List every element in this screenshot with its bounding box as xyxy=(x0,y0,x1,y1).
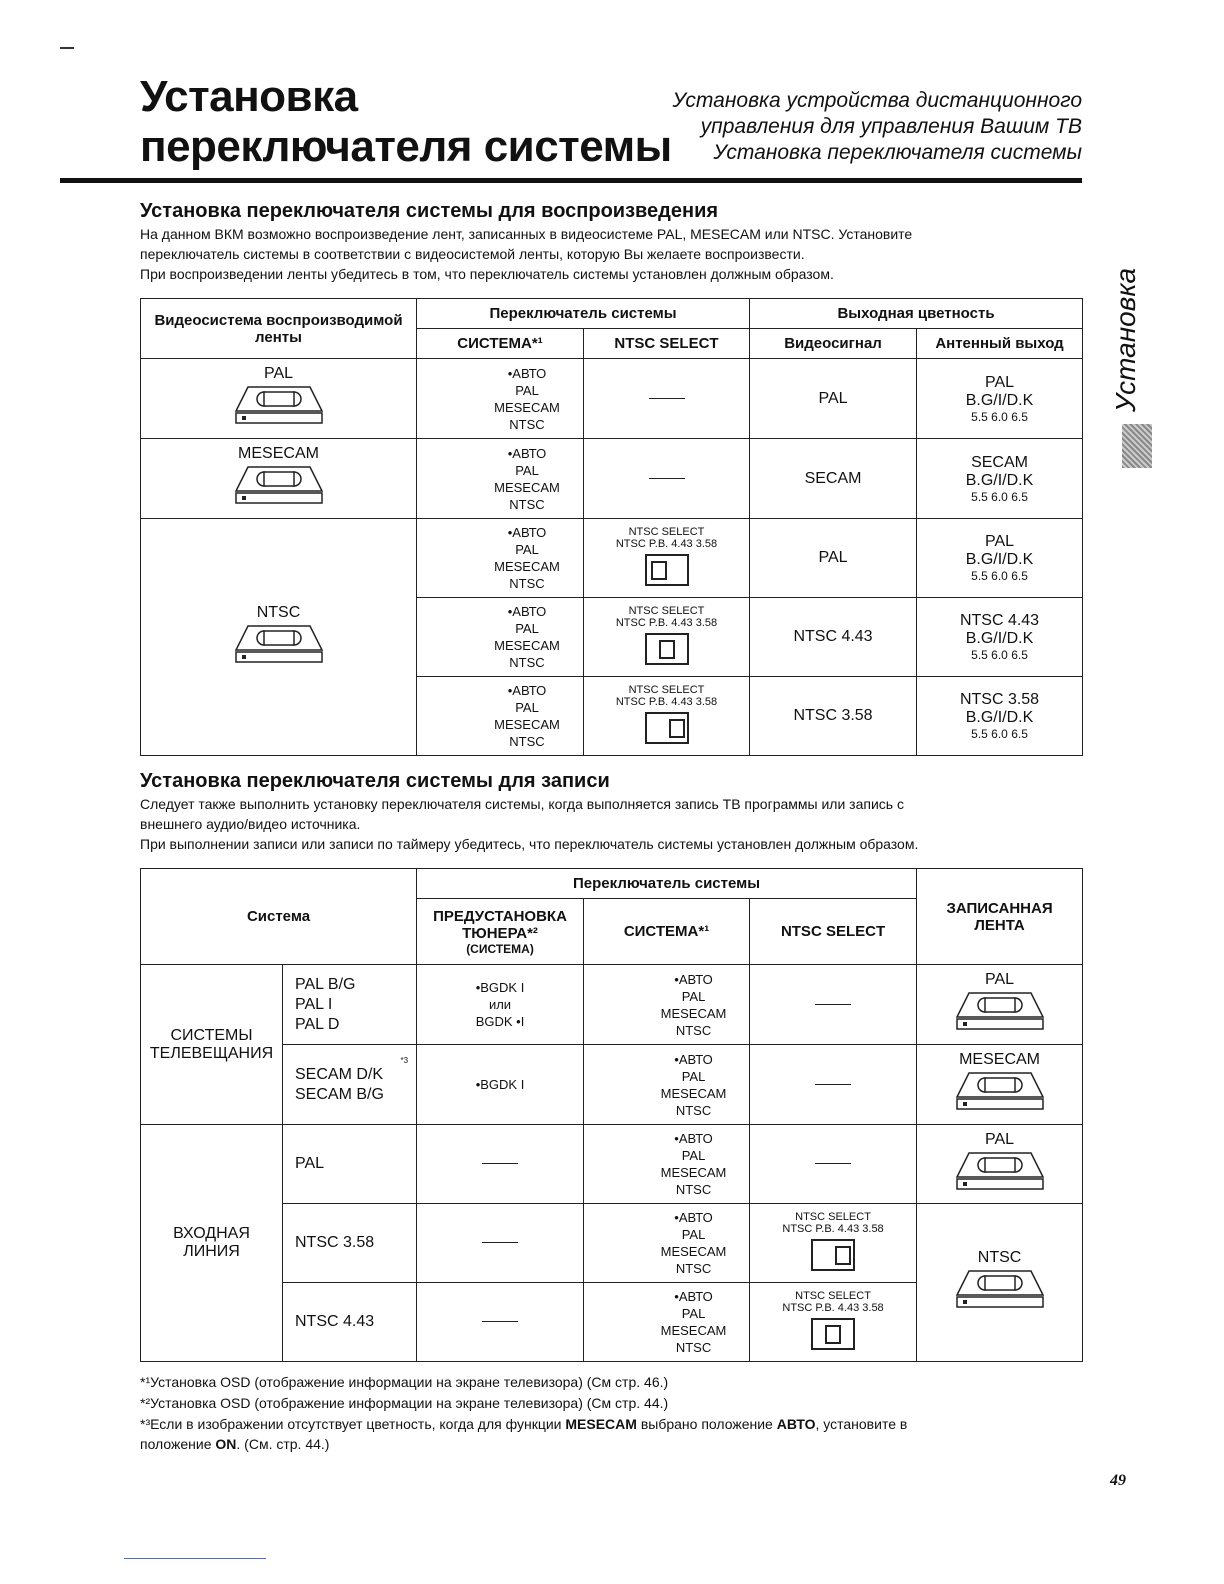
ntsc-select-switch-443: NTSC SELECT NTSC P.B. 4.43 3.58 xyxy=(782,1290,883,1353)
dash-mark xyxy=(482,1321,518,1322)
table-row: NTSC •АВТО PAL MESECAM NTSC NTSC SELECT NTSC P.B. 4.43 3.58 PAL PAL B.G/I/D.K 5.5 6.0 6.5 xyxy=(141,519,1083,598)
table-row: NTSC 3.58 •АВТО PAL MESECAM NTSC NTSC SELECT NTSC P.B. 4.43 3.58 NTSC xyxy=(141,1204,1083,1283)
header-ntsc-select: NTSC SELECT xyxy=(584,329,750,359)
ntsc-select-switch-443: NTSC SELECT NTSC P.B. 4.43 3.58 xyxy=(616,605,717,668)
footnote-1: *¹Установка OSD (отображение информации на экране телевизора) (См стр. 46.) xyxy=(140,1374,669,1390)
header-switch: Переключатель системы xyxy=(417,299,750,329)
tape-cell: PAL xyxy=(141,359,417,439)
section2-text: Следует также выполнить установку переключателя системы, когда выполняется запись ТВ программы или запись с внешнего аудио/видео источника. При выполнении записи или записи по таймеру убедитесь, что переключатель системы установлен должным образом. xyxy=(140,796,919,852)
section2-heading: Установка переключателя системы для записи xyxy=(140,770,610,792)
header-video-signal: Видеосигнал xyxy=(750,329,917,359)
bottom-link-line xyxy=(124,1558,266,1559)
header-tuner-preset: ПРЕДУСТАНОВКА ТЮНЕРА*² (СИСТЕМА) xyxy=(417,899,584,965)
dash-mark xyxy=(815,1084,851,1085)
table-row: •АВТО PAL MESECAM NTSC NTSC SELECT NTSC P.B. 4.43 3.58 NTSC 3.58 NTSC 3.58 B.G/I/D.K 5.5 6.0 6.5 xyxy=(141,677,1083,756)
recording-table xyxy=(140,868,1083,1362)
page-title: Установка переключателя системы xyxy=(140,72,672,171)
section1-heading: Установка переключателя системы для воспроизведения xyxy=(140,200,719,222)
dash-mark xyxy=(815,1163,851,1164)
ntsc-select-switch-358: NTSC SELECT NTSC P.B. 4.43 3.58 xyxy=(616,684,717,747)
table-row: *3 SECAM D/K SECAM B/G •BGDK I •АВТО PAL MESECAM NTSC MESECAM xyxy=(141,1045,1083,1125)
tape-cell: PAL xyxy=(917,1125,1083,1204)
cassette-icon xyxy=(234,463,324,507)
footnote-3: *³Если в изображении отсутствует цветность, когда для функции MESECAM выбрано положение АВТО, установите в положение ON. (См. стр. 44.) xyxy=(140,1416,908,1452)
input-line-cell: ВХОДНАЯ ЛИНИЯ xyxy=(141,1125,283,1362)
side-tab: Установка xyxy=(1110,267,1141,413)
section1-text: На данном ВКМ возможно воспроизведение лент, записанных в видеосистеме PAL, MESECAM или NTSC. Установите переключатель системы в соответствии с видеосистемой ленты, которую Вы желаете воспроизвести. При воспроизведении ленты убедитесь в том, что переключатель системы установлен должным образом. xyxy=(140,226,913,282)
header-switch: Переключатель системы xyxy=(417,869,917,899)
tape-cell: NTSC xyxy=(917,1204,1083,1362)
header-ntsc-select: NTSC SELECT xyxy=(750,899,917,965)
table-row: PAL •АВТО PAL MESECAM NTSC PAL PAL B.G/I/D.K 5.5 6.0 6.5 xyxy=(141,359,1083,439)
ntsc-select-switch-358: NTSC SELECT NTSC P.B. 4.43 3.58 xyxy=(782,1211,883,1274)
tape-cell: MESECAM xyxy=(141,439,417,519)
cassette-icon xyxy=(950,1069,1050,1113)
header-color-output: Выходная цветность xyxy=(750,299,1083,329)
dash-mark xyxy=(482,1242,518,1243)
footnote-2: *²Установка OSD (отображение информации на экране телевизора) (См стр. 44.) xyxy=(140,1395,669,1411)
cassette-icon xyxy=(950,1149,1050,1193)
header-recorded-tape: ЗАПИСАННАЯ ЛЕНТА xyxy=(917,869,1083,965)
broadcast-cell: СИСТЕМЫ ТЕЛЕВЕЩАНИЯ xyxy=(141,965,283,1125)
dash-mark xyxy=(482,1163,518,1164)
tape-cell: NTSC xyxy=(141,519,417,756)
dash-mark xyxy=(649,398,685,399)
ntsc-select-switch-pb: NTSC SELECT NTSC P.B. 4.43 3.58 xyxy=(616,526,717,589)
page-number: 49 xyxy=(1110,1472,1126,1489)
tape-cell: PAL xyxy=(917,965,1083,1045)
page-subtitle: Установка устройства дистанционного управления для управления Вашим ТВ Установка переключателя системы xyxy=(672,89,1082,164)
table-row: ВХОДНАЯ ЛИНИЯ PAL •АВТО PAL MESECAM NTSC PAL xyxy=(141,1125,1083,1204)
header-sys: СИСТЕМА*¹ xyxy=(584,899,750,965)
table-row: СИСТЕМЫ ТЕЛЕВЕЩАНИЯ PAL B/G PAL I PAL D •BGDK I или BGDK •I •АВТО PAL MESECAM NTSC PAL xyxy=(141,965,1083,1045)
playback-table xyxy=(140,298,1083,756)
header-antenna-output: Антенный выход xyxy=(917,329,1083,359)
corner-dash xyxy=(60,47,74,49)
cassette-icon xyxy=(950,1267,1050,1311)
dash-mark xyxy=(815,1004,851,1005)
header-system: СИСТЕМА*¹ xyxy=(417,329,584,359)
header-system: Система xyxy=(141,869,417,965)
cassette-icon xyxy=(234,622,324,666)
side-tab-marker xyxy=(1122,424,1152,468)
table-row: NTSC 4.43 •АВТО PAL MESECAM NTSC NTSC SELECT NTSC P.B. 4.43 3.58 xyxy=(141,1283,1083,1362)
table-row: •АВТО PAL MESECAM NTSC NTSC SELECT NTSC P.B. 4.43 3.58 NTSC 4.43 NTSC 4.43 B.G/I/D.K 5.5 6.0 6.5 xyxy=(141,598,1083,677)
tape-cell: MESECAM xyxy=(917,1045,1083,1125)
cassette-icon xyxy=(950,989,1050,1033)
dash-mark xyxy=(649,478,685,479)
table-row: MESECAM •АВТО PAL MESECAM NTSC SECAM SECAM B.G/I/D.K 5.5 6.0 6.5 xyxy=(141,439,1083,519)
header-video-system: Видеосистема воспроизводимой ленты xyxy=(141,299,417,359)
title-rule xyxy=(60,178,1082,183)
cassette-icon xyxy=(234,383,324,427)
